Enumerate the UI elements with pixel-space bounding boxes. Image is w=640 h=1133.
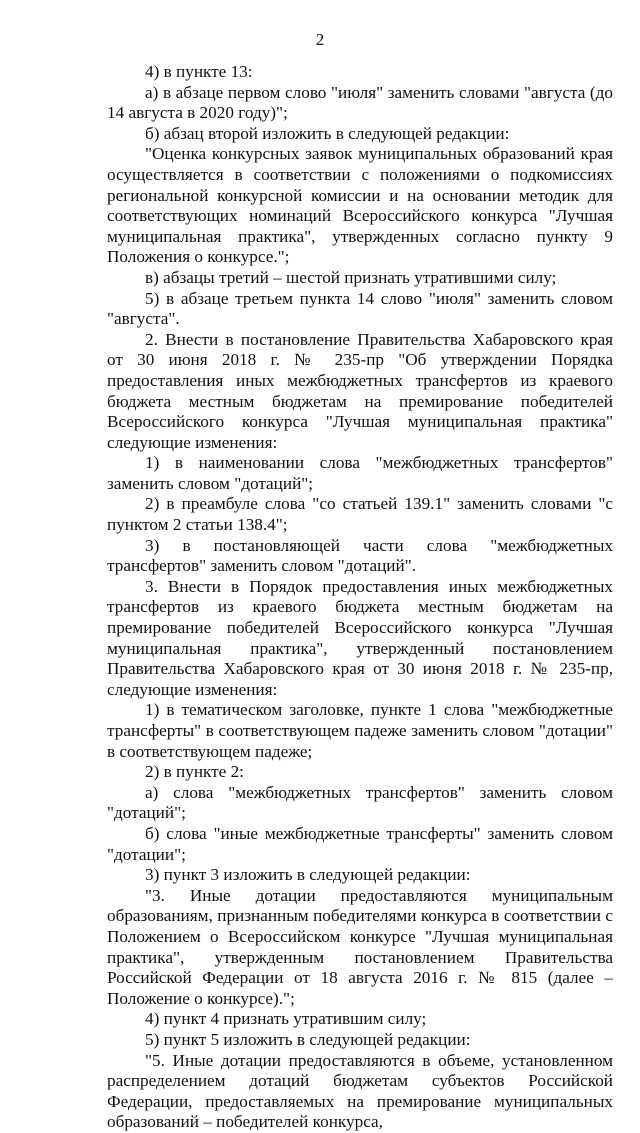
paragraph: 2) в пункте 2: [145, 762, 244, 782]
paragraph: 3) пункт 3 изложить в следующей редакции: [145, 865, 471, 885]
paragraph: "3. Иные дотации предоставляются муниципальным образованиям, признанным победителями конкурса в соответствии с Положением о Всероссийском конкурсе "Лучшая муниципальная практика", утвержденным постановлением Правительства Российской Федерации от 18 августа 2016 г. № 815 (далее – Положение о конкурсе)."; [107, 885, 613, 1008]
paragraph: 4) в пункте 13: [145, 62, 253, 81]
paragraph: "Оценка конкурсных заявок муниципальных образований края осуществляется в соответствии с положениями о подкомиссиях региональной конкурсной комиссии и на основании методик для соответствующих номинаций Всероссийского конкурса "Лучшая муниципальная практика", утвержденных согласно пункту 9 Положения о конкурсе."; [107, 144, 613, 267]
paragraph: 3) в постановляющей части слова "межбюджетных трансфертов" заменить словом "дотаций". [107, 535, 613, 576]
paragraph: б) слова "иные межбюджетные трансферты" заменить словом "дотации"; [107, 823, 613, 864]
paragraph: б) абзац второй изложить в следующей редакции: [145, 123, 510, 143]
paragraph: в) абзацы третий – шестой признать утратившими силу; [145, 267, 557, 287]
paragraph: 5) пункт 5 изложить в следующей редакции: [145, 1029, 471, 1049]
paragraph: 2. Внести в постановление Правительства Хабаровского края от 30 июня 2018 г. № 235-пр "Об утверждении Порядка предоставления иных межбюджетных трансфертов из краевого бюджета местным бюджетам на премирование победителей Всероссийского конкурса "Лучшая муниципальная практика" следующие изменения: [107, 329, 613, 452]
paragraph: а) слова "межбюджетных трансфертов" заменить словом "дотаций"; [107, 782, 613, 823]
paragraph: 2) в преамбуле слова "со статьей 139.1" заменить словами "с пунктом 2 статьи 138.4"; [107, 494, 613, 535]
paragraph: 1) в тематическом заголовке, пункте 1 слова "межбюджетные трансферты" в соответствующем падеже заменить словом "дотации" в соответствующем падеже; [107, 700, 613, 761]
paragraph: 4) пункт 4 признать утратившим силу; [145, 1009, 427, 1029]
paragraph: 5) в абзаце третьем пункта 14 слово "июля" заменить словом "августа". [107, 288, 613, 329]
paragraph: 1) в наименовании слова "межбюджетных трансфертов" заменить словом "дотаций"; [107, 453, 613, 493]
paragraph: 3. Внести в Порядок предоставления иных межбюджетных трансфертов из краевого бюджета местным бюджетам на премирование победителей Всероссийского конкурса "Лучшая муниципальная практика", утвержденный постановлением Правительства Хабаровского края от 30 июня 2018 г. № 235-пр, следующие изменения: [107, 576, 613, 699]
page-number: 2 [315, 30, 325, 49]
paragraph: "5. Иные дотации предоставляются в объеме, установленном распределением дотаций бюджетам субъектов Российской Федерации, предоставляемых на премирование муниципальных образований – победителей конкурса, [107, 1050, 613, 1132]
paragraph: а) в абзаце первом слово "июля" заменить словами "августа (до 14 августа в 2020 году)"; [107, 82, 613, 123]
document-body [107, 62, 613, 1133]
